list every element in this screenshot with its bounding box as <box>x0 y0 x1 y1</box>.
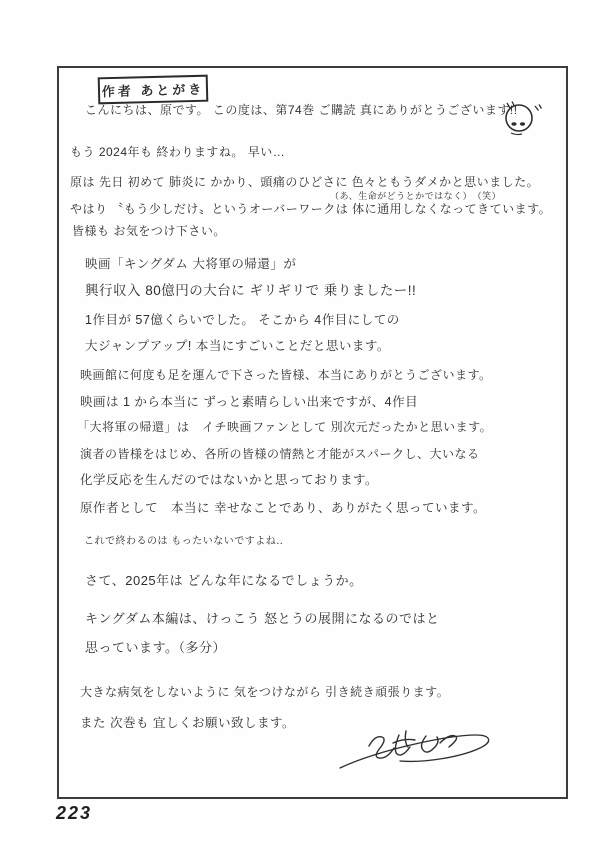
afterword-line-waste-to-end: これで終わるのは もったいないですよね‥ <box>84 536 284 547</box>
afterword-line-movie-title: 映画「キングダム 大将軍の帰還」が <box>85 257 297 271</box>
afterword-line-overwork: やはり 〝もう少しだけ〟というオーバーワークは 体に通用しなくなってきています。 <box>70 202 552 216</box>
afterword-title: 作者 あとがき <box>101 81 205 100</box>
afterword-line-year-end: もう 2024年も 終わりますね。 早い… <box>70 145 286 159</box>
afterword-line-2025: さて、2025年は どんな年になるでしょうか。 <box>85 573 363 588</box>
afterword-line-thanks-theater: 映画館に何度も足を運んで下さった皆様、本当にありがとうございます。 <box>80 368 492 382</box>
afterword-line-stay-healthy: 大きな病気をしないように 気をつけながら 引き続き頑張ります。 <box>80 685 450 699</box>
afterword-line-cast-passion: 演者の皆様をはじめ、各所の皆様の情熱と才能がスパークし、大いなる <box>80 447 480 461</box>
afterword-line-probably: 思っています。（多分） <box>85 640 226 655</box>
afterword-line-chemistry: 化学反応を生んだのではないかと思っております。 <box>80 473 379 487</box>
page-number: 223 <box>56 803 93 823</box>
afterword-line-first-film: 1作目が 57億くらいでした。 そこから 4作目にしての <box>85 313 400 327</box>
afterword-line-next-volume: また 次巻も 宜しくお願い致します。 <box>80 716 295 730</box>
afterword-line-grateful: 原作者として 本当に 幸せなことであり、ありがたく思っています。 <box>80 501 486 515</box>
afterword-line-jump-up: 大ジャンプアップ! 本当にすごいことだと思います。 <box>85 339 390 353</box>
afterword-line-greeting: こんにちは、原です。 この度は、第74巻 ご購読 真にありがとうございます!! <box>85 103 518 117</box>
afterword-line-box-office: 興行収入 80億円の大台に ギリギリで 乗りましたー!! <box>85 283 417 298</box>
afterword-line-films-quality: 映画は 1 から本当に ずっと素晴らしい出来ですが、4作目 <box>80 395 419 409</box>
author-signature <box>336 722 506 786</box>
afterword-title-box <box>98 75 209 105</box>
afterword-line-aside-note: （あ、生命がどうとかではなく） （笑） <box>330 191 502 201</box>
afterword-line-take-care: 皆様も お気をつけ下さい。 <box>72 224 226 238</box>
afterword-line-pneumonia: 原は 先日 初めて 肺炎に かかり、頭痛のひどさに 色々ともうダメかと思いました。 <box>70 175 540 189</box>
afterword-line-another-dimension: 「大将軍の帰還」は イチ映画ファンとして 別次元だったかと思います。 <box>77 420 493 434</box>
afterword-line-manga-development: キングダム本編は、けっこう 怒とうの展開になるのではと <box>85 611 440 626</box>
smiley-face-doodle <box>498 99 542 137</box>
